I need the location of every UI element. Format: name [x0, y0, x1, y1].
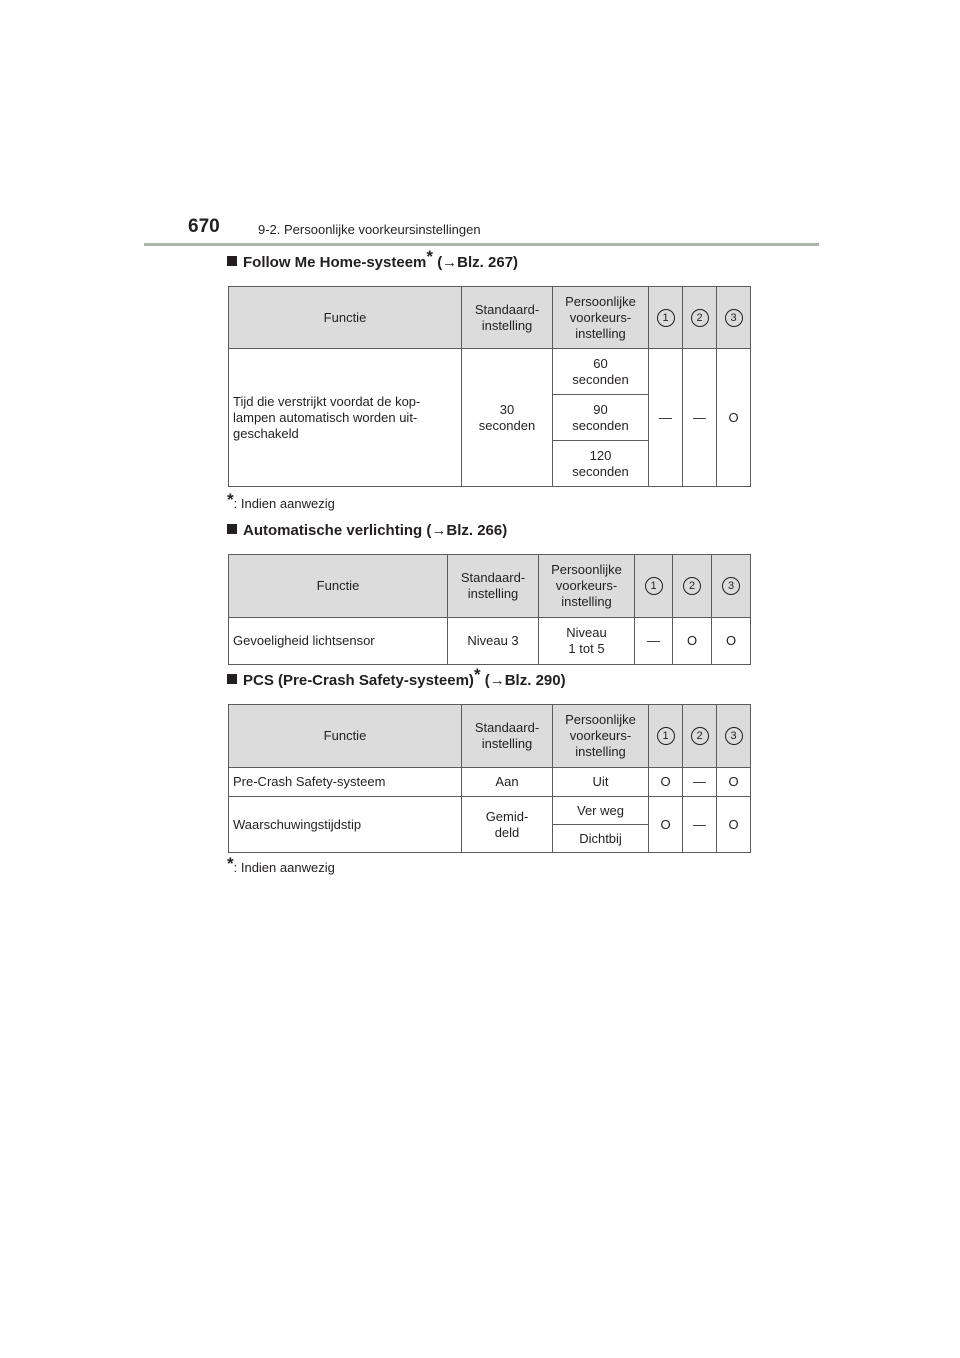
section-heading-automatic-lighting: [227, 522, 507, 540]
settings-table-follow-me-home: [228, 286, 751, 487]
default-cell: 30 seconden: [462, 349, 553, 487]
column-header-3: [712, 555, 751, 618]
circled-number-2-icon: 2: [691, 727, 709, 745]
settings-table-pcs: [228, 704, 751, 853]
section-title: PCS (Pre-Crash Safety-systeem): [243, 672, 474, 689]
column-header-personal: Persoonlijke voorkeurs- instelling: [553, 287, 649, 349]
column-header-1: [635, 555, 673, 618]
option-cell: Niveau 1 tot 5: [539, 618, 635, 665]
method-2-cell: O: [673, 618, 712, 665]
option-cell: Dichtbij: [553, 825, 649, 853]
column-header-3: [717, 705, 751, 768]
default-cell: Gemid- deld: [462, 797, 553, 853]
column-header-2: [683, 705, 717, 768]
circled-number-1-icon: 1: [645, 577, 663, 595]
circled-number-3-icon: 3: [722, 577, 740, 595]
section-title: Follow Me Home-systeem: [243, 254, 427, 271]
table-row: [229, 349, 751, 395]
method-3-cell: O: [717, 768, 751, 797]
column-header-personal: Persoonlijke voorkeurs- instelling: [539, 555, 635, 618]
column-header-default: Standaard- instelling: [448, 555, 539, 618]
circled-number-2-icon: 2: [683, 577, 701, 595]
column-header-2: [683, 287, 717, 349]
chapter-title: 9-2. Persoonlijke voorkeursinstellingen: [258, 222, 481, 237]
square-bullet-icon: [227, 524, 237, 534]
square-bullet-icon: [227, 674, 237, 684]
section-heading-follow-me-home: [227, 247, 519, 272]
page-reference: (→Blz. 290): [484, 672, 566, 689]
column-header-1: [649, 287, 683, 349]
settings-table-automatic-lighting: [228, 554, 751, 665]
square-bullet-icon: [227, 256, 237, 266]
page-reference: (→Blz. 266): [426, 522, 508, 539]
method-3-cell: O: [717, 797, 751, 853]
column-header-default: Standaard- instelling: [462, 287, 553, 349]
circled-number-3-icon: 3: [725, 727, 743, 745]
column-header-default: Standaard- instelling: [462, 705, 553, 768]
function-cell: Gevoeligheid lichtsensor: [229, 618, 448, 665]
column-header-function: Functie: [229, 705, 462, 768]
footnote-text: : Indien aanwezig: [233, 860, 335, 875]
asterisk-marker: *: [227, 490, 234, 509]
footnote: [227, 854, 335, 876]
circled-number-2-icon: 2: [691, 309, 709, 327]
section-title: Automatische verlichting: [243, 522, 423, 539]
page-reference: (→Blz. 267): [437, 254, 519, 271]
header-rule: [144, 243, 819, 246]
asterisk-marker: *: [426, 247, 434, 266]
circled-number-1-icon: 1: [657, 309, 675, 327]
table-row: [229, 768, 751, 797]
asterisk-marker: *: [473, 665, 481, 684]
default-cell: Aan: [462, 768, 553, 797]
column-header-1: [649, 705, 683, 768]
method-3-cell: O: [712, 618, 751, 665]
default-cell: Niveau 3: [448, 618, 539, 665]
function-cell: Waarschuwingstijdstip: [229, 797, 462, 853]
table-row: [229, 797, 751, 825]
column-header-function: Functie: [229, 287, 462, 349]
footnote-text: : Indien aanwezig: [233, 496, 335, 511]
method-1-cell: O: [649, 797, 683, 853]
method-2-cell: —: [683, 797, 717, 853]
method-2-cell: —: [683, 768, 717, 797]
column-header-3: [717, 287, 751, 349]
method-2-cell: —: [683, 349, 717, 487]
footnote: [227, 490, 335, 512]
column-header-personal: Persoonlijke voorkeurs- instelling: [553, 705, 649, 768]
section-heading-pcs: [227, 665, 566, 690]
function-cell: Pre-Crash Safety-systeem: [229, 768, 462, 797]
option-cell: Ver weg: [553, 797, 649, 825]
function-cell: Tijd die verstrijkt voordat de kop- lampen automatisch worden uit- geschakeld: [229, 349, 462, 487]
method-1-cell: —: [649, 349, 683, 487]
circled-number-1-icon: 1: [657, 727, 675, 745]
table-row: [229, 618, 751, 665]
column-header-2: [673, 555, 712, 618]
column-header-function: Functie: [229, 555, 448, 618]
option-cell: 60 seconden: [553, 349, 649, 395]
option-cell: 120 seconden: [553, 441, 649, 487]
option-cell: Uit: [553, 768, 649, 797]
option-cell: 90 seconden: [553, 395, 649, 441]
method-3-cell: O: [717, 349, 751, 487]
circled-number-3-icon: 3: [725, 309, 743, 327]
asterisk-marker: *: [227, 854, 234, 873]
page-number: 670: [188, 216, 220, 237]
method-1-cell: O: [649, 768, 683, 797]
method-1-cell: —: [635, 618, 673, 665]
